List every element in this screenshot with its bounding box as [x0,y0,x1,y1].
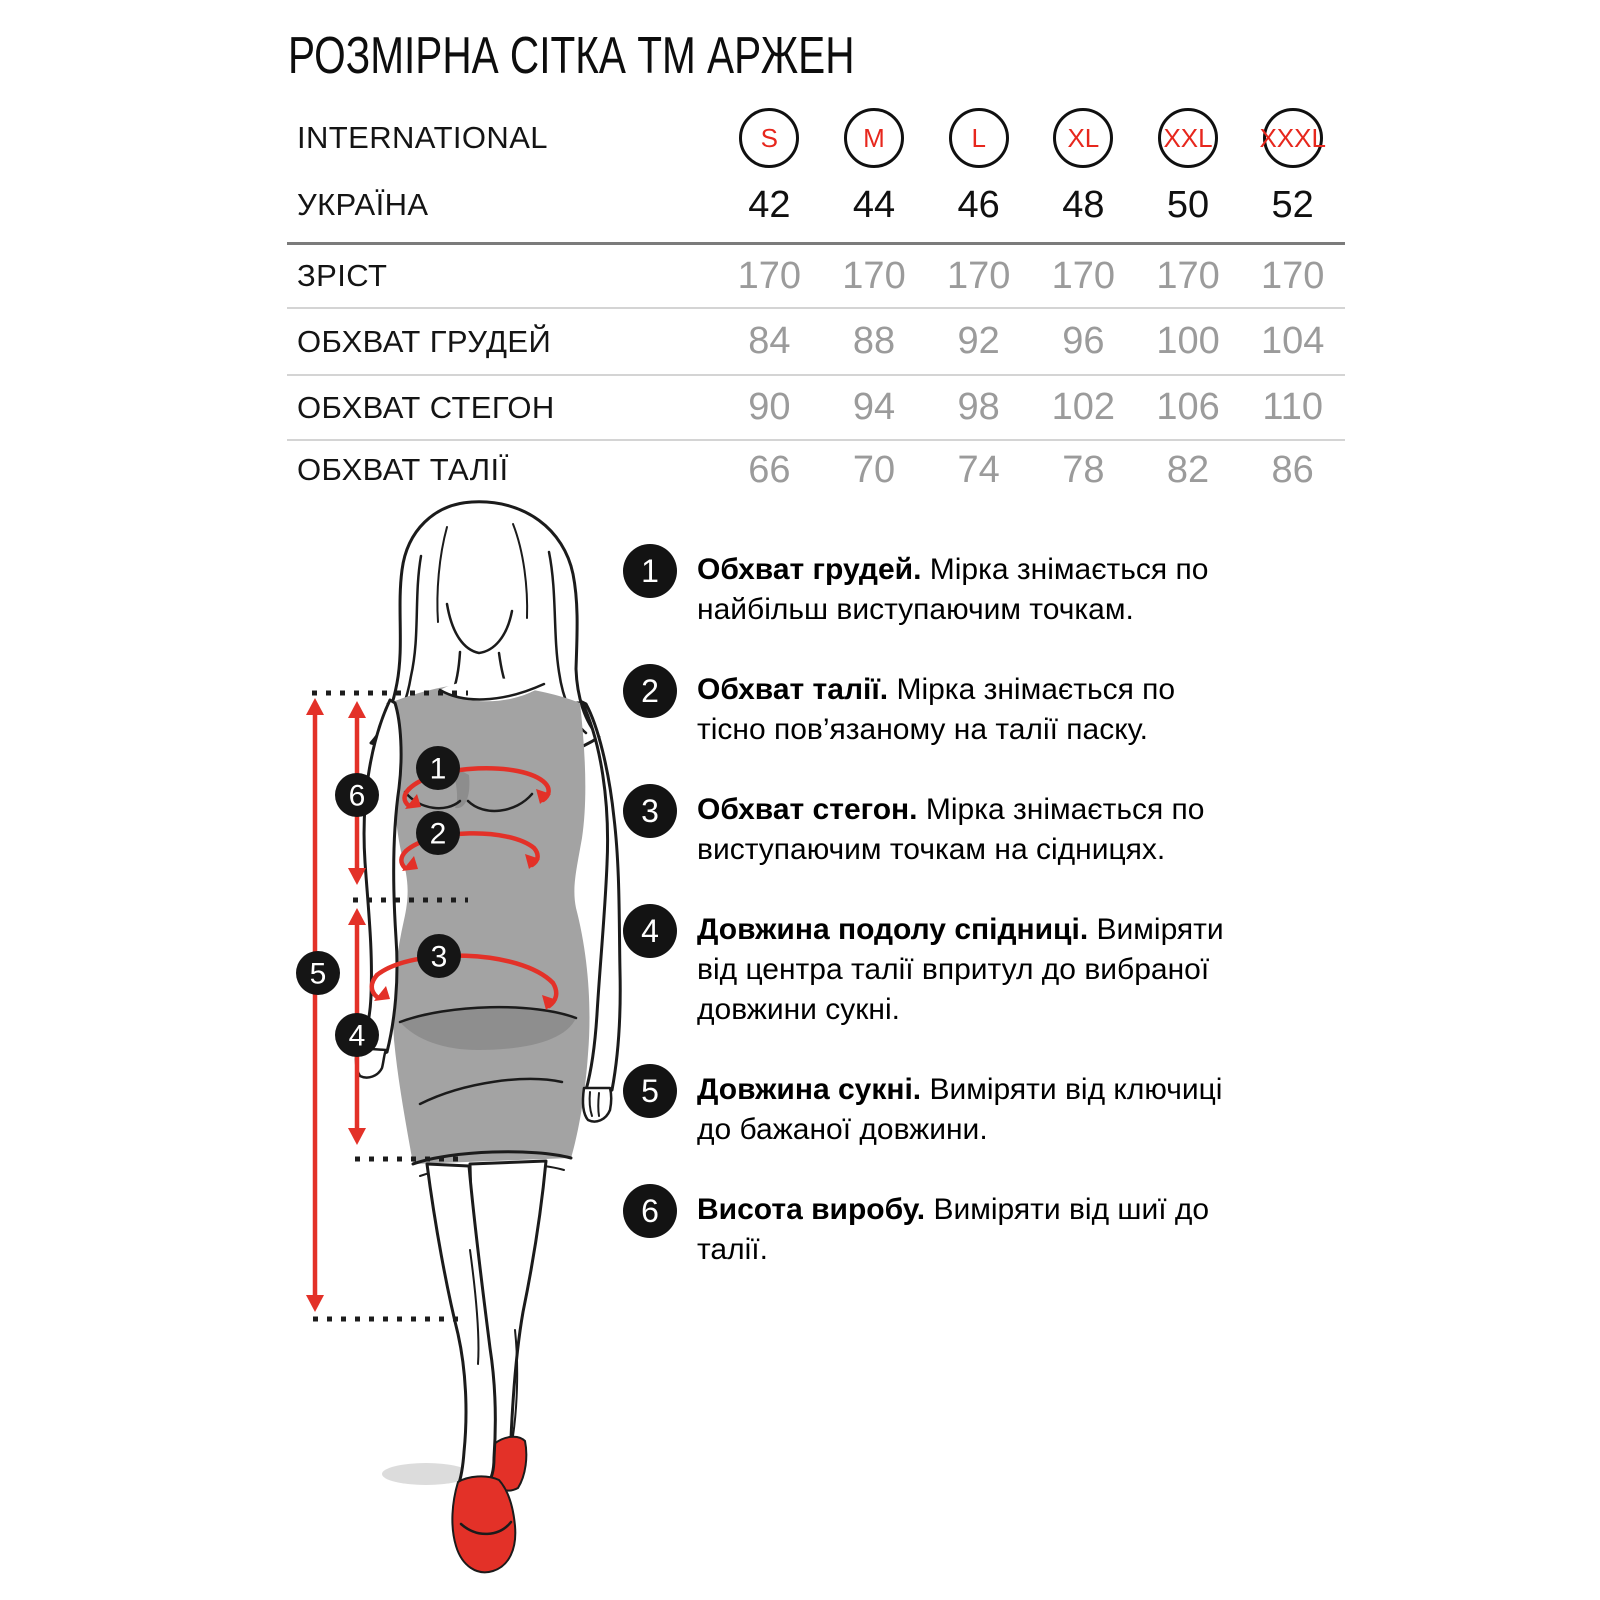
legend-item-1 [623,550,1224,630]
legend-badge-3: 3 [623,784,677,838]
size-circle-xl: XL [1053,108,1113,168]
legend-text [697,910,1224,1030]
legend-line [697,1070,1222,1110]
legend-term: Обхват талії. [697,673,889,706]
value-cell [822,449,927,492]
legend-line: довжини сукні. [697,993,900,1026]
legend-text [697,1070,1222,1150]
measurement-value: 170 [737,254,802,297]
table-row [287,245,1345,309]
legend-item-5 [623,1070,1224,1150]
table-row-international [287,108,1345,168]
value-cell [717,449,822,492]
legend-text [697,670,1175,750]
size-cell [717,184,822,227]
table-row [287,309,1345,376]
dress-length-arrow [306,698,324,1312]
measurement-cells [717,320,1345,363]
legend-description: Виміряти [1096,913,1224,946]
legend-line: до бажаної довжини. [697,1113,988,1146]
marker-number: 4 [348,1019,366,1053]
woman-dress [391,679,589,1176]
legend-line [697,910,1224,950]
legend-description: Виміряти від ключиці [929,1073,1223,1106]
value-cell [1031,386,1136,429]
measure-marker-4 [335,1013,379,1057]
measurement-value: 110 [1262,386,1323,428]
table-row-ukraine [287,168,1345,245]
floor-shadow [382,1463,470,1485]
value-cell [822,386,927,429]
value-cell [822,320,927,363]
value-cell [1136,386,1241,429]
size-cell [1031,108,1136,168]
value-cell [926,449,1031,492]
ukraine-size-value: 48 [1062,183,1105,226]
legend-term: Довжина подолу спідниці. [697,913,1089,946]
table-row [287,376,1345,441]
size-circle-s: S [739,108,799,168]
value-cell [1136,255,1241,298]
legend-description: Мірка знімається по [896,673,1176,706]
measurement-value: 106 [1156,386,1220,428]
measurement-value: 170 [1156,254,1220,297]
marker-number: 3 [430,940,448,974]
ukraine-size-value: 52 [1271,183,1314,226]
size-circle-xxl: XXL [1158,108,1218,168]
international-size-cells [717,108,1345,168]
legend-line [697,790,1205,830]
measurement-value: 170 [946,254,1011,297]
size-cell [1136,184,1241,227]
legend-text [697,1190,1209,1270]
measurement-value: 74 [957,448,1000,491]
legend-badge-1: 1 [623,544,677,598]
value-cell [1031,449,1136,492]
legend-badge-4: 4 [623,904,677,958]
measurement-value: 86 [1271,448,1314,491]
value-cell [926,320,1031,363]
row-label: ОБХВАТ СТЕГОН [297,389,555,425]
measurement-value: 104 [1260,320,1325,362]
value-cell [1240,449,1345,492]
marker-number: 6 [348,779,366,813]
measurement-value: 66 [748,448,791,491]
measurement-value: 78 [1062,448,1105,491]
value-cell [1136,449,1241,492]
legend-item-4 [623,910,1224,1030]
value-cell [926,255,1031,298]
page-title: РОЗМІРНА СІТКА ТМ АРЖЕН [288,27,855,85]
value-cell [1240,255,1345,298]
legend-line: найбільш виступаючим точкам. [697,593,1134,626]
measurement-value: 82 [1166,448,1210,491]
size-circle-l: L [949,108,1009,168]
value-cell [717,386,822,429]
value-cell [717,255,822,298]
value-cell [1136,320,1241,363]
row-label: ЗРІСТ [297,258,388,293]
legend-line: від центра талії впритул до вибраної [697,953,1210,986]
measurement-value: 90 [748,386,791,428]
measurement-value: 98 [957,386,1000,428]
legend-term: Обхват стегон. [697,793,918,826]
legend-line [697,670,1175,710]
size-cell [1240,108,1345,168]
legend-badge-2: 2 [623,664,677,718]
measurement-cells [717,386,1345,429]
legend-term: Довжина сукні. [697,1073,922,1106]
measurement-value: 170 [842,254,906,297]
measurement-value: 170 [1260,254,1325,297]
measurement-legend [623,550,1224,1310]
size-cell [822,184,927,227]
legend-item-2 [623,670,1224,750]
measurement-cells [717,449,1345,492]
measurement-cells [717,255,1345,298]
measure-marker-1 [416,746,460,790]
measure-marker-2 [416,811,460,855]
measurement-value: 70 [852,448,896,491]
size-cell [1136,108,1241,168]
legend-text [697,550,1208,630]
legend-line: виступаючим точкам на сідницях. [697,833,1166,866]
size-circle-xxxl: XXXL [1263,108,1323,168]
value-cell [1031,320,1136,363]
legend-badge-6: 6 [623,1184,677,1238]
ukraine-size-value: 46 [957,183,1000,226]
measure-marker-5 [296,951,340,995]
size-cell [822,108,927,168]
ukraine-size-value: 44 [852,183,896,226]
measurement-value: 102 [1051,386,1116,428]
row-label-international: INTERNATIONAL [297,120,548,155]
size-cell [926,184,1031,227]
measure-marker-3 [417,934,461,978]
size-cell [1031,184,1136,227]
row-label-ukraine: УКРАЇНА [297,187,429,222]
legend-badge-5: 5 [623,1064,677,1118]
size-cell [717,108,822,168]
woman-legs [382,1161,546,1572]
row-label: ОБХВАТ ГРУДЕЙ [297,323,552,359]
value-cell [1240,320,1345,363]
size-table [287,108,1345,499]
legend-description: Мірка знімається по [925,793,1205,826]
legend-item-6 [623,1190,1224,1270]
measurement-value: 84 [748,320,791,362]
measurement-value: 100 [1156,320,1220,362]
legend-line [697,550,1208,590]
legend-line: тісно пов’язаному на талії паску. [697,713,1148,746]
measurement-value: 94 [852,386,896,428]
legend-description: Виміряти від шиї до [933,1193,1210,1226]
legend-line: талії. [697,1233,768,1266]
measurement-value: 88 [852,320,896,362]
measure-marker-6 [335,773,379,817]
ukraine-size-value: 50 [1166,183,1210,226]
legend-text [697,790,1205,870]
row-label: ОБХВАТ ТАЛІЇ [297,452,509,487]
value-cell [926,386,1031,429]
legend-item-3 [623,790,1224,870]
size-cell [1240,184,1345,227]
measurement-value: 170 [1051,254,1116,297]
measurement-rows [287,245,1345,499]
legend-term: Висота виробу. [697,1193,926,1226]
ukraine-size-cells [717,184,1345,227]
marker-number: 1 [429,752,447,786]
value-cell [717,320,822,363]
marker-number: 5 [309,957,327,991]
measurement-value: 92 [957,320,1000,362]
legend-description: Мірка знімається по [929,553,1209,586]
value-cell [822,255,927,298]
value-cell [1031,255,1136,298]
legend-term: Обхват грудей. [697,553,922,586]
value-cell [1240,386,1345,429]
size-cell [926,108,1031,168]
measurement-value: 96 [1062,320,1105,362]
marker-number: 2 [429,817,447,851]
legend-line [697,1190,1209,1230]
ukraine-size-value: 42 [748,183,791,226]
size-circle-m: M [844,108,904,168]
